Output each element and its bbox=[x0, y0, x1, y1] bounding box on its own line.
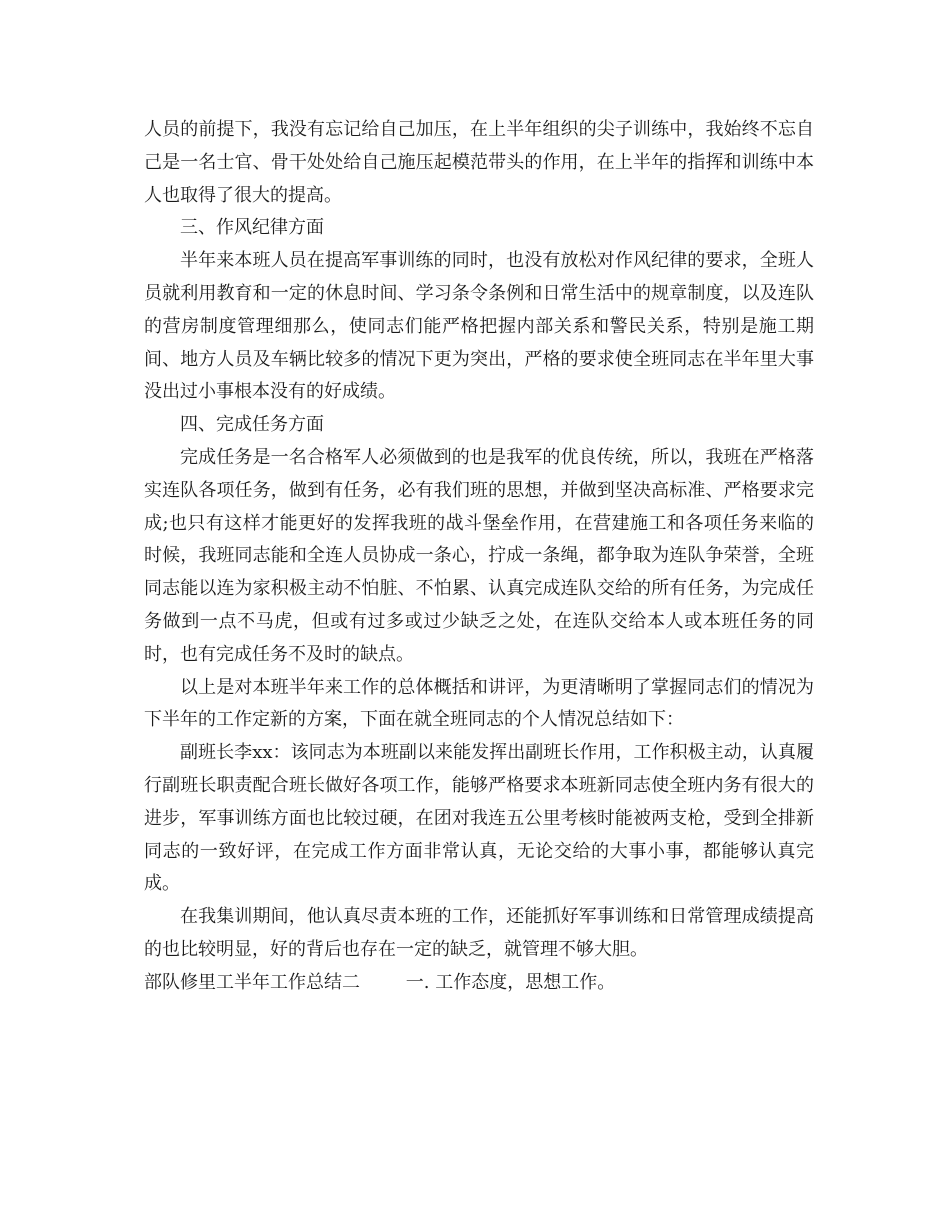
document-body bbox=[144, 114, 814, 1000]
closing-title: 部队修里工半年工作总结二 bbox=[144, 971, 360, 993]
paragraph-training-period: 在我集训期间，他认真尽责本班的工作，还能抓好军事训练和日常管理成绩提高的也比较明显，好的背后也存在一定的缺乏，就管理不够大胆。 bbox=[144, 906, 814, 960]
paragraph-discipline: 半年来本班人员在提高军事训练的同时，也没有放松对作风纪律的要求，全班人员就利用教育和一定的休息时间、学习条令条例和日常生活中的规章制度，以及连队的营房制度管理细那么，使同志们能严格把握内部关系和警民关系，特别是施工期间、地方人员及车辆比较多的情况下更为突出，严格的要求使全班同志在半年里大事没出过小事根本没有的好成绩。 bbox=[144, 250, 814, 403]
paragraph-tasks: 完成任务是一名合格军人必须做到的也是我军的优良传统，所以，我班在严格落实连队各项任务，做到有任务，必有我们班的思想，并做到坚决高标准、严格要求完成;也只有这样才能更好的发挥我班的战斗堡垒作用，在营建施工和各项任务来临的时候，我班同志能和全连人员协成一条心，拧成一条绳，都争取为连队争荣誉，全班同志能以连为家积极主动不怕脏、不怕累、认真完成连队交给的所有任务，为完成任务做到一点不马虎，但或有过多或过少缺乏之处，在连队交给本人或本班任务的同时，也有完成任务不及时的缺点。 bbox=[144, 446, 814, 665]
section-heading-discipline: 三、作风纪律方面 bbox=[180, 217, 324, 239]
closing-line bbox=[144, 967, 814, 1000]
closing-subtitle: 一. 工作态度，思想工作。 bbox=[405, 971, 616, 993]
section-heading-tasks: 四、完成任务方面 bbox=[180, 414, 324, 436]
paragraph-continuation: 人员的前提下，我没有忘记给自己加压，在上半年组织的尖子训练中，我始终不忘自己是一名士官、骨干处处给自己施压起模范带头的作用，在上半年的指挥和训练中本人也取得了很大的提高。 bbox=[144, 119, 814, 206]
paragraph-deputy-leader: 副班长李xx：该同志为本班副以来能发挥出副班长作用，工作积极主动，认真履行副班长职责配合班长做好各项工作，能够严格要求本班新同志使全班内务有很大的进步，军事训练方面也比较过硬，在团对我连五公里考核时能被两支枪，受到全排新同志的一致好评，在完成工作方面非常认真，无论交给的大事小事，都能够认真完成。 bbox=[144, 742, 814, 895]
paragraph-summary: 以上是对本班半年来工作的总体概括和讲评，为更清晰明了掌握同志们的情况为下半年的工作定新的方案，下面在就全班同志的个人情况总结如下： bbox=[144, 676, 814, 731]
